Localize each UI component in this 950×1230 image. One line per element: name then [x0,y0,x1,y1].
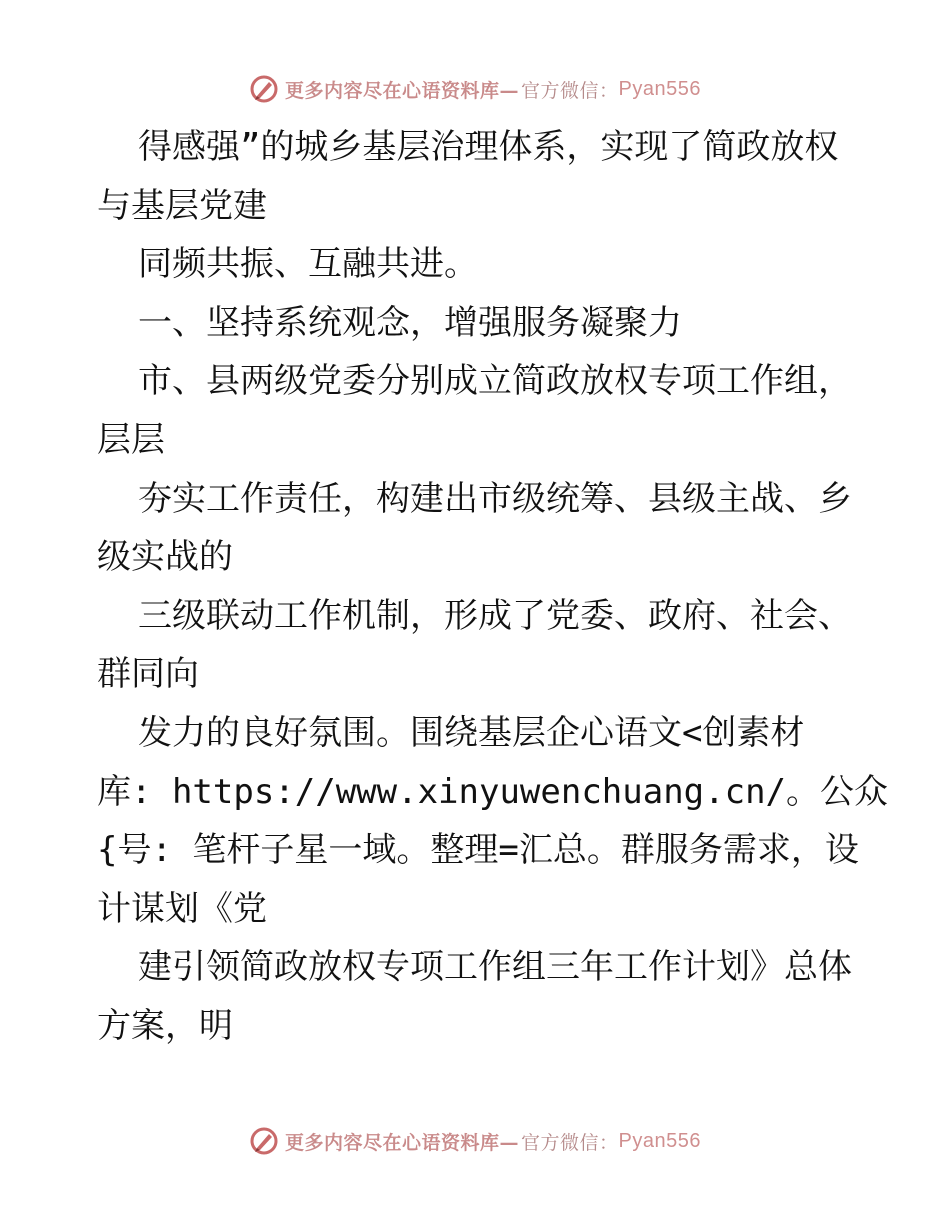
text-line: 计谋划《党 [97,888,267,929]
watermark-wechat-label: 官方微信： [521,79,619,102]
watermark-wechat-label: 官方微信： [521,1131,619,1154]
text-line: 三级联动工作机制，形成了党委、政府、社会、 [97,595,852,636]
watermark-wechat-id: Pyan556 [618,1129,701,1152]
text-line: 同频共振、互融共进。 [97,244,478,285]
watermark-site-text: 更多内容尽在心语资料库— [285,1131,520,1154]
text-line: 得感强”的城乡基层治理体系，实现了简政放权 [97,127,839,167]
text-line: 与基层党建 [97,185,267,226]
text-line: 夯实工作责任，构建出市级统筹、县级主战、乡 [97,478,852,519]
text-line: 库: https://www.xinyuwenchuang.cn/。公众 [97,771,889,812]
text-line: 发力的良好氛围。围绕基层企心语文<创素材 [97,712,805,753]
text-line: 一、坚持系统观念，增强服务凝聚力 [97,302,682,343]
watermark-site-text: 更多内容尽在心语资料库— [285,79,520,102]
watermark-wechat-id: Pyan556 [618,77,701,100]
text-line: 市、县两级党委分别成立简政放权专项工作组， [97,361,852,402]
text-line: 群同向 [97,654,199,695]
pen-logo-icon [249,74,279,104]
pen-logo-icon [249,1126,279,1156]
header-watermark [0,71,950,107]
text-line: 层层 [97,419,165,460]
text-line: 方案，明 [97,1005,233,1046]
text-line: 建引领简政放权专项工作组三年工作计划》总体 [97,947,852,988]
footer-watermark [0,1123,950,1159]
text-line: 级实战的 [97,537,233,578]
text-line: {号: 笔杆子星一域。整理=汇总。群服务需求，设 [97,830,859,871]
body-text [97,118,889,1056]
